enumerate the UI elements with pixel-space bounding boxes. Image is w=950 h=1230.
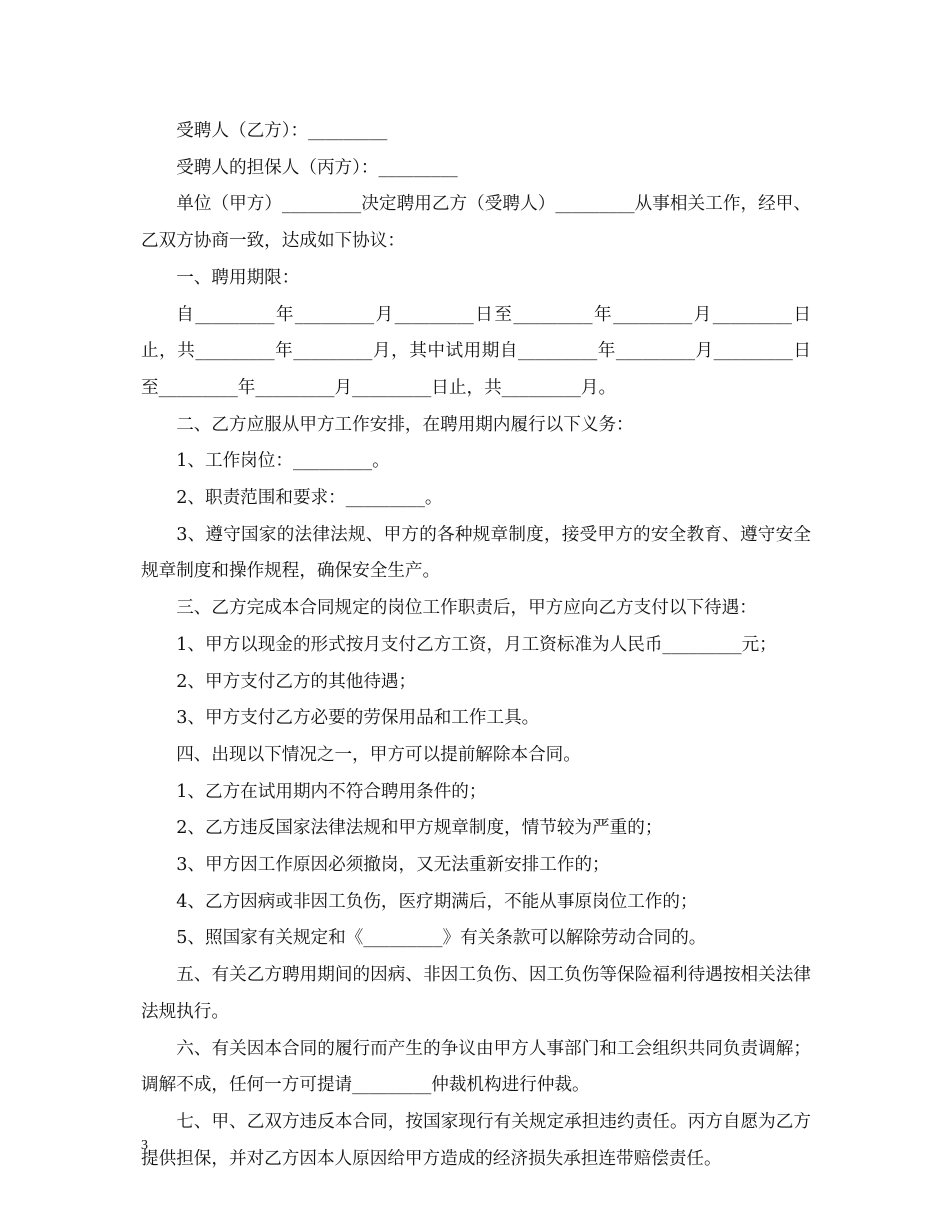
- list-item-duty-3: 3、遵守国家的法律法规、甲方的各种规章制度，接受甲方的安全教育、遵守安全规章制度和操作规程，确保安全生产。: [141, 524, 811, 582]
- section-disputes: 六、有关因本合同的履行而产生的争议由甲方人事部门和工会组织共同负责调解；调解不成，任何一方可提请_________仲裁机构进行仲裁。: [141, 1038, 811, 1096]
- section-heading-termination: 四、出现以下情况之一，甲方可以提前解除本合同。: [176, 744, 581, 765]
- list-item-benefit-1: 1、甲方以现金的形式按月支付乙方工资，月工资标准为人民币_________元；: [176, 634, 777, 655]
- list-item-termination-3: 3、甲方因工作原因必须撤岗，又无法重新安排工作的；: [176, 855, 610, 876]
- paragraph-intro: 单位（甲方）_________决定聘用乙方（受聘人）_________从事相关工作，经甲、乙双方协商一致，达成如下协议：: [141, 194, 811, 252]
- list-item-benefit-2: 2、甲方支付乙方的其他待遇；: [176, 671, 417, 692]
- list-item-duty-2: 2、职责范围和要求：_________。: [176, 488, 443, 509]
- list-item-termination-1: 1、乙方在试用期内不符合聘用条件的；: [176, 781, 487, 802]
- list-item-termination-5: 5、照国家有关规定和《_________》有关条款可以解除劳动合同的。: [176, 928, 707, 949]
- paragraph-guarantor: 受聘人的担保人（丙方）：_________: [176, 157, 458, 178]
- contract-body: [141, 113, 811, 1177]
- section-heading-benefits: 三、乙方完成本合同规定的岗位工作职责后，甲方应向乙方支付以下待遇：: [176, 598, 757, 619]
- paragraph-employee: 受聘人（乙方）：_________: [176, 121, 388, 141]
- list-item-duty-1: 1、工作岗位：_________。: [176, 451, 390, 472]
- paragraph-term-dates: 自_________年_________月_________日至_________年_________月_________日止，共_________年_________月，其中试用期自_________年_________月_________日至_________年_________月_________日止，共_________月。: [141, 304, 811, 398]
- page-number: 3: [141, 1138, 148, 1153]
- section-heading-duties: 二、乙方应服从甲方工作安排，在聘用期内履行以下义务：: [176, 414, 634, 435]
- section-liability: 七、甲、乙双方违反本合同，按国家现行有关规定承担违约责任。丙方自愿为乙方提供担保，并对乙方因本人原因给甲方造成的经济损失承担连带赔偿责任。: [141, 1111, 811, 1169]
- list-item-termination-2: 2、乙方违反国家法律法规和甲方规章制度，情节较为严重的；: [176, 818, 663, 839]
- list-item-benefit-3: 3、甲方支付乙方必要的劳保用品和工作工具。: [176, 708, 540, 729]
- list-item-termination-4: 4、乙方因病或非因工负伤，医疗期满后，不能从事原岗位工作的；: [176, 891, 698, 912]
- section-insurance: 五、有关乙方聘用期间的因病、非因工负伤、因工负伤等保险福利待遇按相关法律法规执行。: [141, 965, 811, 1022]
- section-heading-term: 一、聘用期限：: [176, 267, 300, 288]
